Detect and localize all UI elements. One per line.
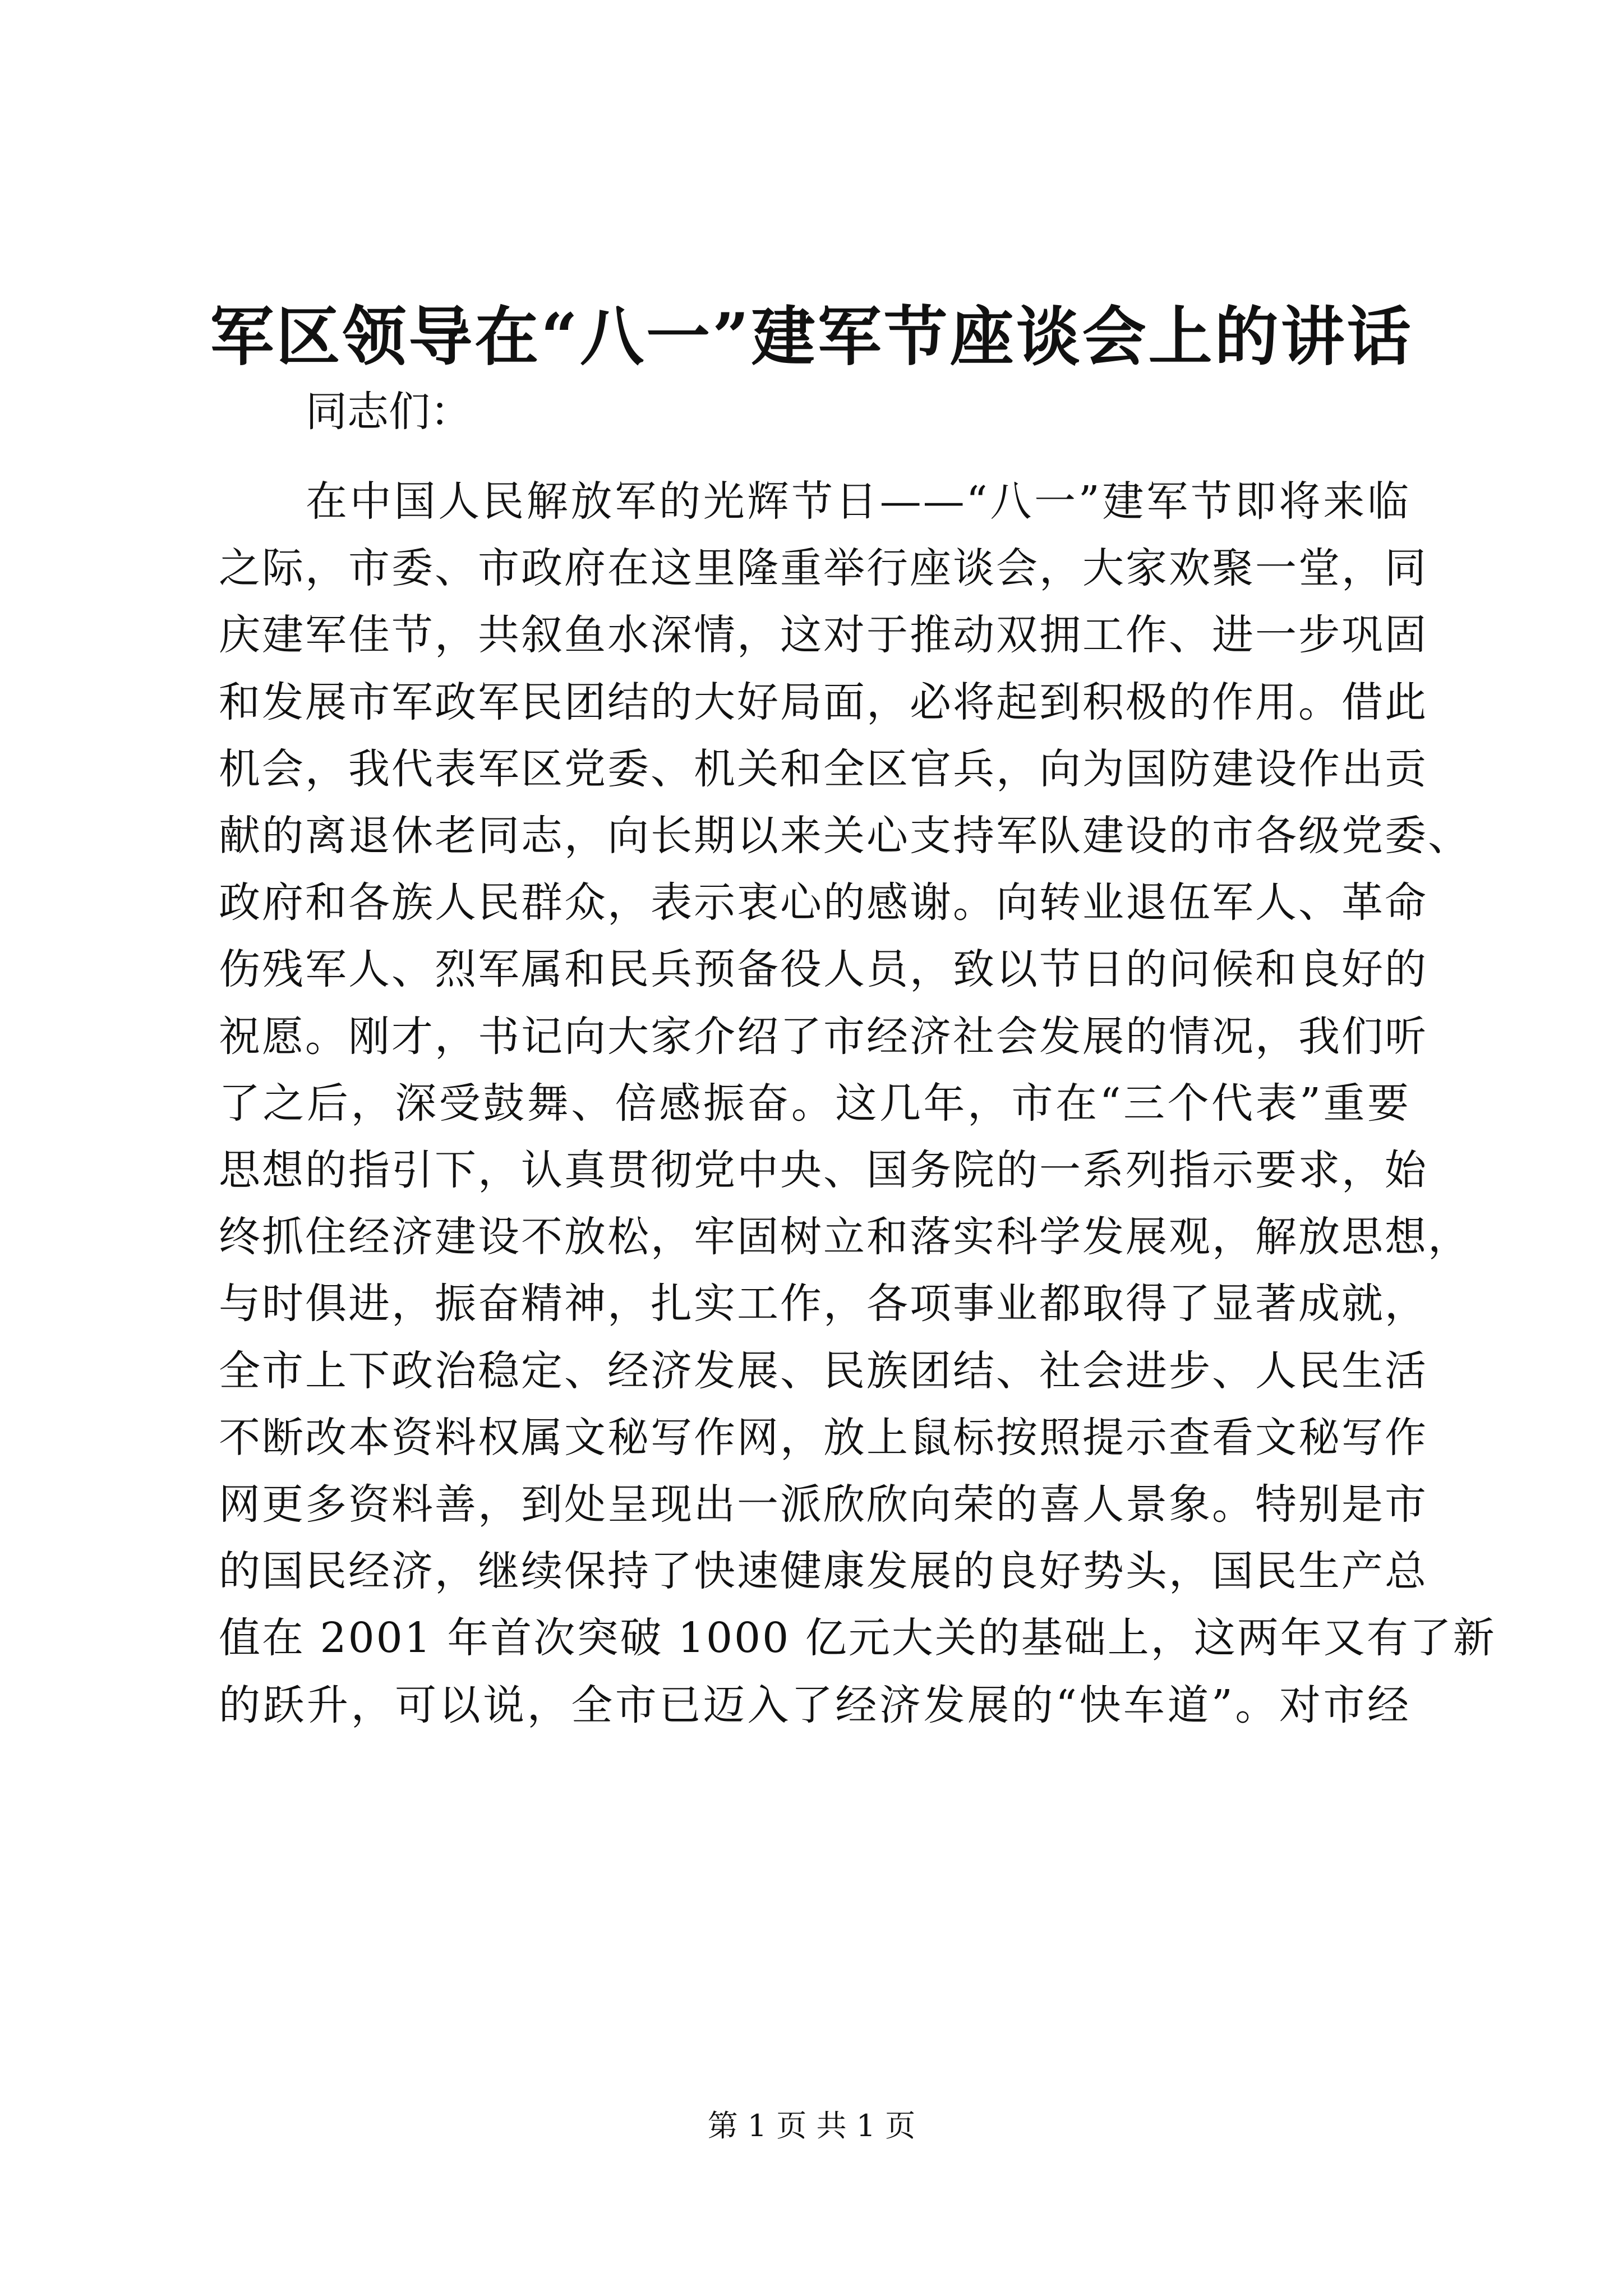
paragraph-line: 机会，我代表军区党委、机关和全区官兵，向为国防建设作出贡: [219, 744, 1428, 793]
paragraph-line: 祝愿。刚才，书记向大家介绍了市经济社会发展的情况，我们听: [219, 1012, 1428, 1061]
paragraph-line: 和发展市军政军民团结的大好局面，必将起到积极的作用。借此: [219, 678, 1428, 726]
body-paragraph: [219, 468, 1496, 1739]
paragraph-line: 不断改本资料权属文秘写作网，放上鼠标按照提示查看文秘写作: [219, 1413, 1428, 1462]
paragraph-line: 的跃升，可以说，全市已迈入了经济发展的“快车道”。对市经: [219, 1681, 1410, 1729]
paragraph-line: 了之后，深受鼓舞、倍感振奋。这几年，市在“三个代表”重要: [219, 1079, 1410, 1128]
paragraph-line: 值在 2001 年首次突破 1000 亿元大关的基础上，这两年又有了新: [219, 1614, 1496, 1663]
paragraph-line: 伤残军人、烈军属和民兵预备役人员，致以节日的问候和良好的: [219, 945, 1428, 994]
paragraph-line: 献的离退休老同志，向长期以来关心支持军队建设的市各级党委、: [219, 812, 1471, 861]
paragraph-line: 终抓住经济建设不放松，牢固树立和落实科学发展观，解放思想，: [219, 1213, 1471, 1262]
paragraph-line: 之际，市委、市政府在这里隆重举行座谈会，大家欢聚一堂，同: [219, 544, 1428, 593]
paragraph-line: 全市上下政治稳定、经济发展、民族团结、社会进步、人民生活: [219, 1346, 1428, 1395]
paragraph-line: 与时俱进，振奋精神，扎实工作，各项事业都取得了显著成就，: [219, 1280, 1428, 1328]
paragraph-line: 庆建军佳节，共叙鱼水深情，这对于推动双拥工作、进一步巩固: [219, 611, 1428, 660]
paragraph-line: 网更多资料善，到处呈现出一派欣欣向荣的喜人景象。特别是市: [219, 1480, 1428, 1529]
paragraph-line: 政府和各族人民群众，表示衷心的感谢。向转业退伍军人、革命: [219, 878, 1428, 927]
paragraph-line: 在中国人民解放军的光辉节日——“八一”建军节即将来临: [306, 477, 1410, 526]
paragraph-line: 思想的指引下，认真贯彻党中央、国务院的一系列指示要求，始: [219, 1146, 1428, 1195]
paragraph-line: 的国民经济，继续保持了快速健康发展的良好势头，国民生产总: [219, 1547, 1428, 1596]
page-footer: 第 1 页 共 1 页: [707, 2108, 916, 2143]
salutation: 同志们：: [306, 388, 472, 436]
document-title: 军区领导在“八一”建军节座谈会上的讲话: [210, 299, 1413, 374]
